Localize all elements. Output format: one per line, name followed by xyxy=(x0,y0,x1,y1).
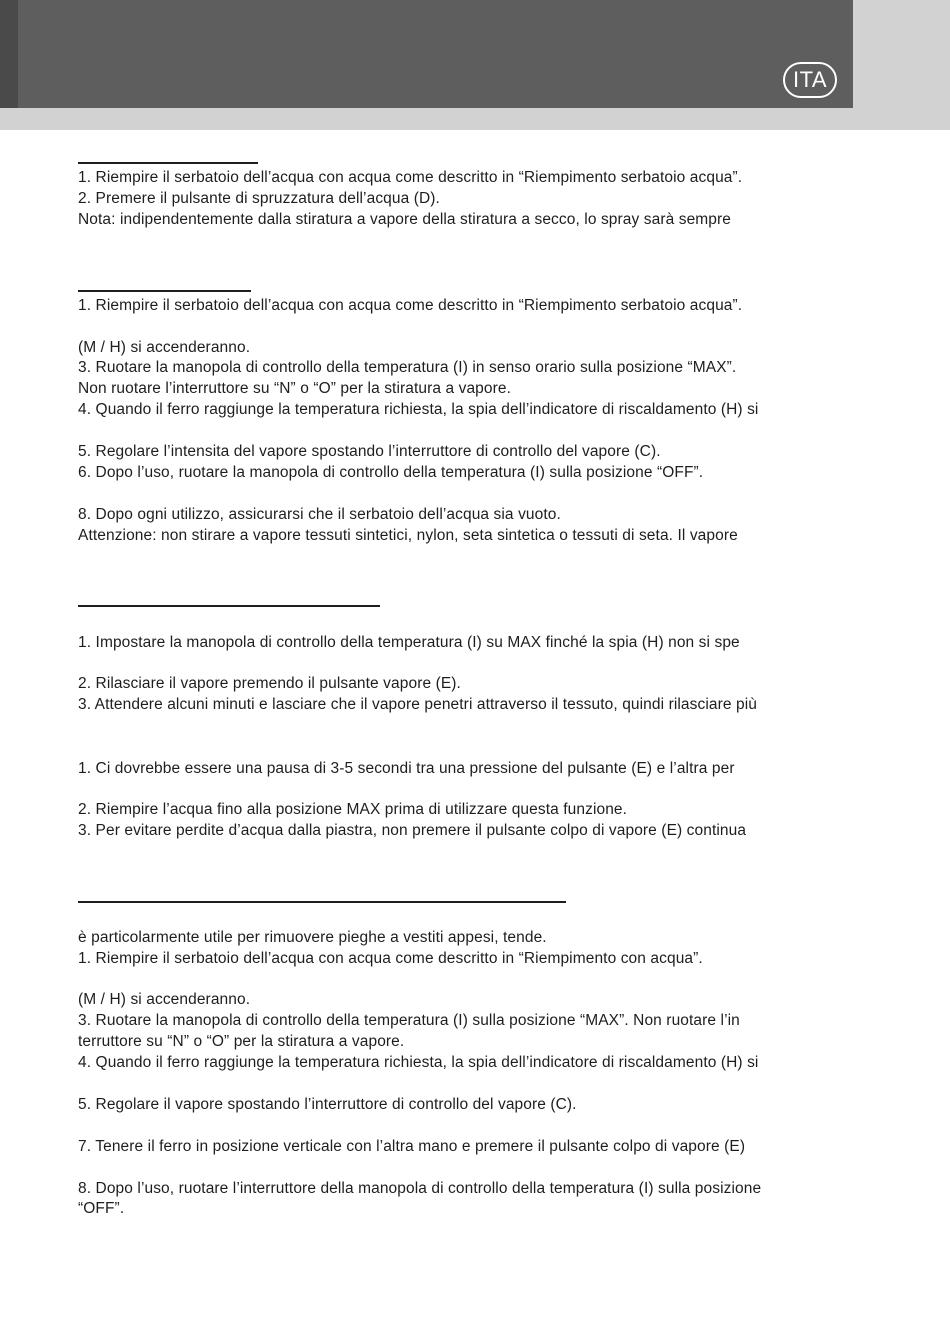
section-2-line-4: Non ruotare l’interruttore su “N” o “O” per la stiratura a vapore. xyxy=(78,380,512,397)
header-dark-band xyxy=(0,0,853,108)
section-2-line-3: 3. Ruotare la manopola di controllo della temperatura (I) in senso orario sulla posizione “MAX”. xyxy=(78,359,737,376)
section-4-heading-rule xyxy=(78,901,566,903)
section-2-line-2: (M / H) si accenderanno. xyxy=(78,339,251,356)
header-edge-strip xyxy=(0,0,18,108)
section-2-line-8: 8. Dopo ogni utilizzo, assicurarsi che il serbatoio dell’acqua sia vuoto. xyxy=(78,506,561,523)
section-3-heading-rule xyxy=(78,605,380,607)
language-badge: ITA xyxy=(783,62,837,98)
section-4-line-5: terruttore su “N” o “O” per la stiratura a vapore. xyxy=(78,1033,405,1050)
section-3-line-1: 1. Impostare la manopola di controllo della temperatura (I) su MAX finché la spia (H) non si spe xyxy=(78,634,740,651)
section-4-line-8: 7. Tenere il ferro in posizione verticale con l’altra mano e premere il pulsante colpo di vapore (E) xyxy=(78,1138,746,1155)
section-2-line-5: 4. Quando il ferro raggiunge la temperatura richiesta, la spia dell’indicatore di riscaldamento (H) si xyxy=(78,401,759,418)
section-4-line-3: (M / H) si accenderanno. xyxy=(78,991,251,1008)
section-4-line-10: “OFF”. xyxy=(78,1200,125,1217)
section-3-line-4: 1. Ci dovrebbe essere una pausa di 3-5 secondi tra una pressione del pulsante (E) e l’altra per xyxy=(78,760,735,777)
section-2-line-6: 5. Regolare l’intensita del vapore spostando l’interruttore di controllo del vapore (C). xyxy=(78,443,661,460)
section-1-note: Nota: indipendentemente dalla stiratura a vapore della stiratura a secco, lo spray sarà sempre xyxy=(78,211,731,228)
section-1-line-2: 2. Premere il pulsante di spruzzatura dell’acqua (D). xyxy=(78,190,440,207)
section-4-line-7: 5. Regolare il vapore spostando l’interruttore di controllo del vapore (C). xyxy=(78,1096,577,1113)
section-4-line-1: è particolarmente utile per rimuovere pieghe a vestiti appesi, tende. xyxy=(78,929,547,946)
section-1-line-1: 1. Riempire il serbatoio dell’acqua con acqua come descritto in “Riempimento serbatoio acqua”. xyxy=(78,169,743,186)
section-2-line-1: 1. Riempire il serbatoio dell’acqua con acqua come descritto in “Riempimento serbatoio acqua”. xyxy=(78,297,743,314)
section-3-line-6: 3. Per evitare perdite d’acqua dalla piastra, non premere il pulsante colpo di vapore (E) continua xyxy=(78,822,747,839)
section-4-line-6: 4. Quando il ferro raggiunge la temperatura richiesta, la spia dell’indicatore di riscaldamento (H) si xyxy=(78,1054,759,1071)
section-3-line-3: 3. Attendere alcuni minuti e lasciare che il vapore penetri attraverso il tessuto, quindi rilasciare più xyxy=(78,696,757,713)
section-4-line-2: 1. Riempire il serbatoio dell’acqua con acqua come descritto in “Riempimento con acqua”. xyxy=(78,950,703,967)
section-2-line-7: 6. Dopo l’uso, ruotare la manopola di controllo della temperatura (I) sulla posizione “OFF”. xyxy=(78,464,704,481)
section-2-warning: Attenzione: non stirare a vapore tessuti sintetici, nylon, seta sintetica o tessuti di seta. Il vapore xyxy=(78,527,738,544)
section-3-line-5: 2. Riempire l’acqua fino alla posizione MAX prima di utilizzare questa funzione. xyxy=(78,801,628,818)
section-4-line-9: 8. Dopo l’uso, ruotare l’interruttore della manopola di controllo della temperatura (I) sulla posizione xyxy=(78,1180,762,1197)
section-4-line-4: 3. Ruotare la manopola di controllo della temperatura (I) sulla posizione “MAX”. Non ruotare l’in xyxy=(78,1012,740,1029)
section-2-heading-rule xyxy=(78,290,251,292)
section-1-heading-rule xyxy=(78,162,258,164)
section-3-line-2: 2. Rilasciare il vapore premendo il pulsante vapore (E). xyxy=(78,675,461,692)
